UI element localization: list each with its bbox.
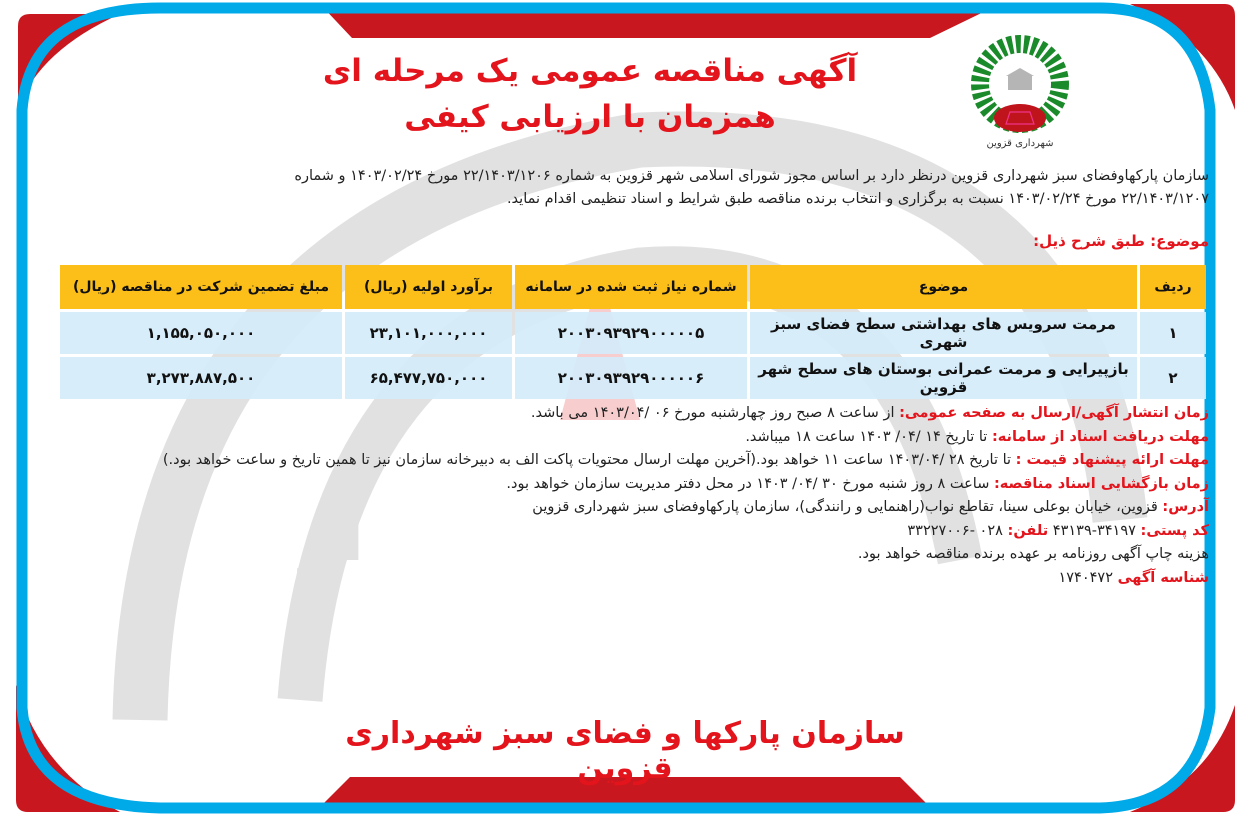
receive-docs-text: تا تاریخ ۱۴ /۰۴/ ۱۴۰۳ ساعت ۱۸ میباشد. bbox=[745, 428, 992, 445]
address bbox=[19, 496, 1209, 520]
title-line-1: آگهی مناقصه عمومی یک مرحله ای bbox=[322, 53, 858, 89]
subject-label: موضوع: طبق شرح ذیل: bbox=[1033, 232, 1209, 250]
cell-subject: مرمت سرویس های بهداشتی سطح فضای سبز شهری bbox=[750, 312, 1137, 354]
col-header-index: ردیف bbox=[1140, 265, 1206, 309]
phone-label: تلفن: bbox=[1007, 522, 1049, 539]
postal-label: کد پستی: bbox=[1140, 522, 1209, 539]
footer-org-name: سازمان پارکها و فضای سبز شهرداری قزوین bbox=[345, 716, 905, 786]
price-offer-text: تا تاریخ ۲۸ /۱۴۰۳/۰۴ ساعت ۱۱ خواهد بود.(آخرین مهلت ارسال محتویات پاکت الف به دبیرخانه سازمان نیز تا همین تاریخ و ساعت خواهد بود.) bbox=[162, 452, 1016, 468]
price-offer-deadline bbox=[19, 449, 1209, 473]
table-header-row bbox=[60, 265, 1206, 309]
postal-value: ۳۴۱۹۷-۴۳۱۳۹ bbox=[1048, 522, 1141, 539]
intro-line-1: سازمان پارکهاوفضای سبز شهرداری قزوین درنظر دارد بر اساس مجوز شورای اسلامی شهر قزوین به شماره ۲۲/۱۴۰۳/۱۲۰۶ مورخ ۱۴۰۳/۰۲/۲۴ و شماره bbox=[294, 168, 1209, 184]
address-text: قزوین، خیابان بوعلی سینا، تقاطع نواب(راهنمایی و رانندگی)، سازمان پارکهاوفضای سبز شهرداری قزوین bbox=[532, 499, 1163, 515]
cell-estimate: ۶۵,۴۷۷,۷۵۰,۰۰۰ bbox=[345, 357, 512, 399]
title-line-2: همزمان با ارزیابی کیفی bbox=[404, 99, 776, 135]
col-header-need-number: شماره نیاز ثبت شده در سامانه bbox=[515, 265, 747, 309]
cell-index: ۱ bbox=[1140, 312, 1206, 354]
opening-label: زمان بازگشایی اسناد مناقصه: bbox=[993, 475, 1209, 492]
address-label: آدرس: bbox=[1162, 499, 1209, 515]
cell-guarantee: ۳,۲۷۳,۸۸۷,۵۰۰ bbox=[60, 357, 342, 399]
opening-text: ساعت ۸ روز شنبه مورخ ۳۰ /۰۴/ ۱۴۰۳ در محل دفتر مدیریت سازمان خواهد بود. bbox=[506, 475, 994, 492]
tender-table bbox=[57, 262, 1209, 402]
cell-need-number: ۲۰۰۳۰۹۳۹۲۹۰۰۰۰۰۵ bbox=[515, 312, 747, 354]
table-row bbox=[60, 357, 1206, 399]
intro-line-2: ۲۲/۱۴۰۳/۱۲۰۷ مورخ ۱۴۰۳/۰۲/۲۴ نسبت به برگزاری و انتخاب برنده مناقصه طبق شرایط و اسناد تنظیمی اقدام نماید. bbox=[506, 191, 1209, 207]
price-offer-label: مهلت ارائه پیشنهاد قیمت : bbox=[1015, 452, 1209, 468]
col-header-subject: موضوع bbox=[750, 265, 1137, 309]
receive-docs-deadline bbox=[19, 426, 1209, 450]
phone-value: ۰۲۸ -۳۳۲۲۷۰۰۶ bbox=[907, 522, 1008, 539]
col-header-guarantee: مبلغ تضمین شرکت در مناقصه (ریال) bbox=[60, 265, 342, 309]
publish-label: زمان انتشار آگهی/ارسال به صفحه عمومی: bbox=[899, 405, 1209, 421]
cost-note: هزینه چاپ آگهی روزنامه بر عهده برنده مناقصه خواهد بود. bbox=[857, 546, 1209, 562]
svg-text:شهرداری قزوین: شهرداری قزوین bbox=[986, 138, 1054, 149]
cell-guarantee: ۱,۱۵۵,۰۵۰,۰۰۰ bbox=[60, 312, 342, 354]
tender-details bbox=[19, 402, 1209, 590]
municipality-logo bbox=[970, 34, 1070, 152]
ad-id-label: شناسه آگهی bbox=[1117, 569, 1209, 586]
svg-text:ار: ار bbox=[300, 495, 365, 577]
opening-time bbox=[19, 473, 1209, 497]
tender-title bbox=[280, 48, 900, 140]
intro-paragraph bbox=[34, 165, 1209, 211]
publish-time bbox=[19, 402, 1209, 426]
table-row bbox=[60, 312, 1206, 354]
cell-index: ۲ bbox=[1140, 357, 1206, 399]
col-header-estimate: برآورد اولیه (ریال) bbox=[345, 265, 512, 309]
cell-subject: بازپیرایی و مرمت عمرانی بوستان های سطح شهر قزوین bbox=[750, 357, 1137, 399]
ad-id bbox=[19, 567, 1209, 591]
qazvin-municipality-logo-icon bbox=[970, 34, 1070, 152]
cell-need-number: ۲۰۰۳۰۹۳۹۲۹۰۰۰۰۰۶ bbox=[515, 357, 747, 399]
receive-docs-label: مهلت دریافت اسناد از سامانه: bbox=[991, 428, 1209, 445]
postal-phone bbox=[19, 520, 1209, 544]
publish-text: از ساعت ۸ صبح روز چهارشنبه مورخ ۰۶ /۱۴۰۳/۰۴ می باشد. bbox=[530, 405, 900, 421]
cell-estimate: ۲۳,۱۰۱,۰۰۰,۰۰۰ bbox=[345, 312, 512, 354]
ad-id-value: ۱۷۴۰۴۷۲ bbox=[1058, 569, 1118, 586]
